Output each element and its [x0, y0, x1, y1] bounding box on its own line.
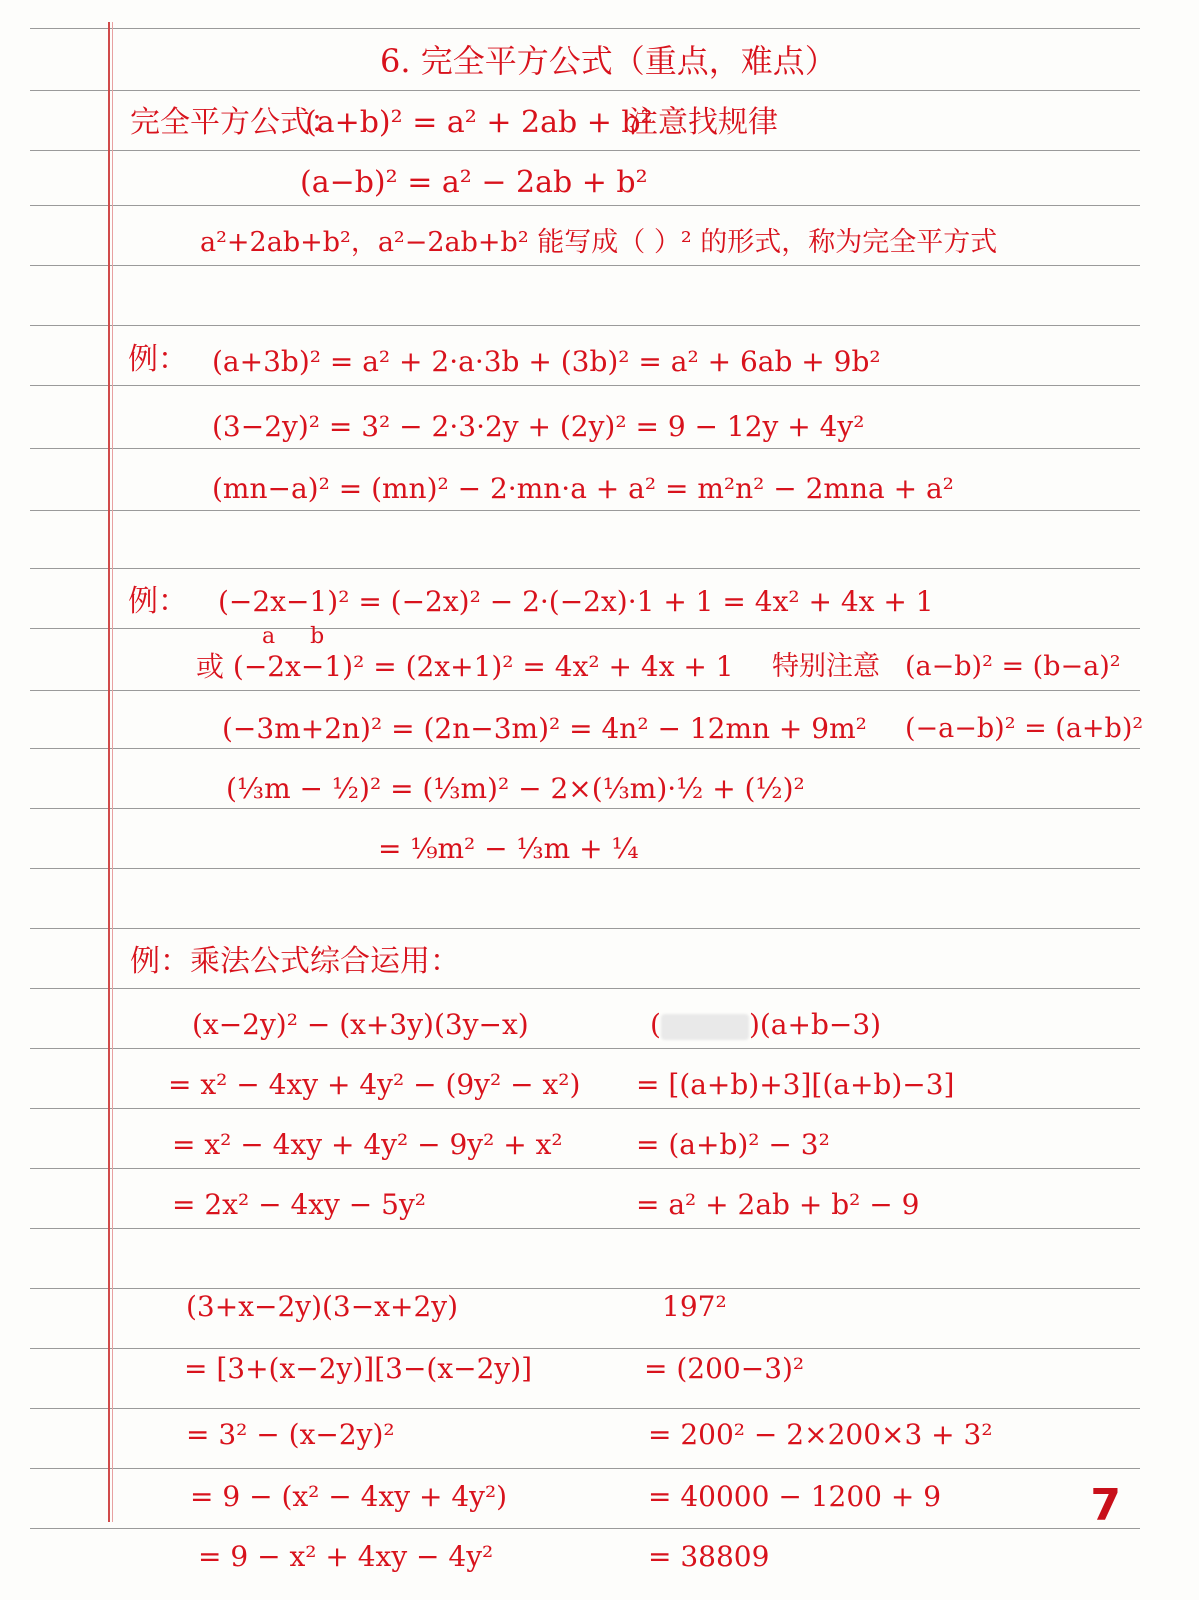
example-line: = 9 − (x² − 4xy + 4y²): [190, 1480, 508, 1513]
example-line: = (200−3)²: [644, 1352, 805, 1385]
ruled-line: [30, 868, 1140, 869]
ruled-line: [30, 1528, 1140, 1529]
formula-label: 完全平方公式：: [130, 105, 340, 140]
ruled-line: [30, 448, 1140, 449]
ruled-line: [30, 690, 1140, 691]
example-line: (x−2y)² − (x+3y)(3y−x): [192, 1008, 529, 1041]
example-line: = 9 − x² + 4xy − 4y²: [198, 1540, 494, 1573]
example-line: = a² + 2ab + b² − 9: [636, 1188, 920, 1221]
ruled-line: [30, 808, 1140, 809]
ruled-line: [30, 1048, 1140, 1049]
example-line: = [3+(x−2y)][3−(x−2y)]: [184, 1352, 533, 1385]
ruled-line: [30, 150, 1140, 151]
example-line: (3−2y)² = 3² − 2·3·2y + (2y)² = 9 − 12y + 4y²: [212, 410, 865, 443]
ruled-line: [30, 928, 1140, 929]
page-number: 7: [1090, 1480, 1121, 1531]
special-note: (a−b)² = (b−a)²: [905, 651, 1121, 682]
example-line: = 2x² − 4xy − 5y²: [172, 1188, 426, 1221]
formula-sum: (a+b)² = a² + 2ab + b²: [305, 105, 653, 140]
example-line: = x² − 4xy + 4y² − (9y² − x²): [168, 1068, 581, 1101]
ruled-line: [30, 1108, 1140, 1109]
margin-line: [108, 22, 110, 1522]
formula-difference: (a−b)² = a² − 2ab + b²: [300, 165, 648, 200]
example-line: 或 (−2x−1)² = (2x+1)² = 4x² + 4x + 1: [196, 650, 734, 683]
ruled-line: [30, 90, 1140, 91]
example-line: = (a+b)² − 3²: [636, 1128, 830, 1161]
formula-note: 注意找规律: [628, 105, 778, 140]
example-label: 例：: [128, 342, 188, 377]
ruled-line: [30, 628, 1140, 629]
ruled-line: [30, 28, 1140, 29]
example-line: = x² − 4xy + 4y² − 9y² + x²: [172, 1128, 563, 1161]
example-line: (a+3b)² = a² + 2·a·3b + (3b)² = a² + 6ab + 9b²: [212, 345, 881, 378]
ruled-line: [30, 1468, 1140, 1469]
example-line: (3+x−2y)(3−x+2y): [186, 1290, 459, 1323]
ruled-line: [30, 1228, 1140, 1229]
margin-line: [112, 22, 113, 1522]
ruled-line: [30, 1168, 1140, 1169]
example-line: = ⅑m² − ⅓m + ¼: [378, 832, 639, 865]
example-line: (⅓m − ½)² = (⅓m)² − 2×(⅓m)·½ + (½)²: [226, 772, 805, 805]
ruled-line: [30, 265, 1140, 266]
ruled-line: [30, 568, 1140, 569]
example-label: 例：乘法公式综合运用：: [130, 944, 460, 979]
example-line: = 40000 − 1200 + 9: [648, 1480, 942, 1513]
redacted-area: [661, 1014, 749, 1040]
example-line: = 3² − (x−2y)²: [186, 1418, 395, 1451]
example-line-part: (a+b−3): [759, 1008, 882, 1041]
ruled-line: [30, 1408, 1140, 1409]
ruled-line: [30, 510, 1140, 511]
special-note-label: 特别注意: [772, 651, 880, 682]
ruled-line: [30, 205, 1140, 206]
special-note: (−a−b)² = (a+b)²: [905, 713, 1144, 744]
example-line: = 200² − 2×200×3 + 3²: [648, 1418, 993, 1451]
term-annotation: a b: [262, 624, 325, 649]
ruled-line: [30, 1348, 1140, 1349]
example-line: (−2x−1)² = (−2x)² − 2·(−2x)·1 + 1 = 4x² + 4x + 1: [218, 585, 934, 618]
ruled-line: [30, 1288, 1140, 1289]
ruled-line: [30, 385, 1140, 386]
ruled-line: [30, 988, 1140, 989]
example-label: 例：: [128, 584, 188, 619]
example-line: 197²: [662, 1290, 727, 1323]
formula-description: a²+2ab+b²，a²−2ab+b² 能写成（ ）² 的形式，称为完全平方式: [200, 227, 998, 258]
example-line: (mn−a)² = (mn)² − 2·mn·a + a² = m²n² − 2mna + a²: [212, 472, 954, 505]
example-line: (−3m+2n)² = (2n−3m)² = 4n² − 12mn + 9m²: [222, 712, 867, 745]
ruled-line: [30, 325, 1140, 326]
ruled-line: [30, 748, 1140, 749]
example-line: = 38809: [648, 1540, 770, 1573]
example-line: ( )(a+b−3): [650, 1008, 882, 1041]
page-title: 6. 完全平方公式（重点，难点）: [380, 42, 837, 80]
example-line: = [(a+b)+3][(a+b)−3]: [636, 1068, 955, 1101]
